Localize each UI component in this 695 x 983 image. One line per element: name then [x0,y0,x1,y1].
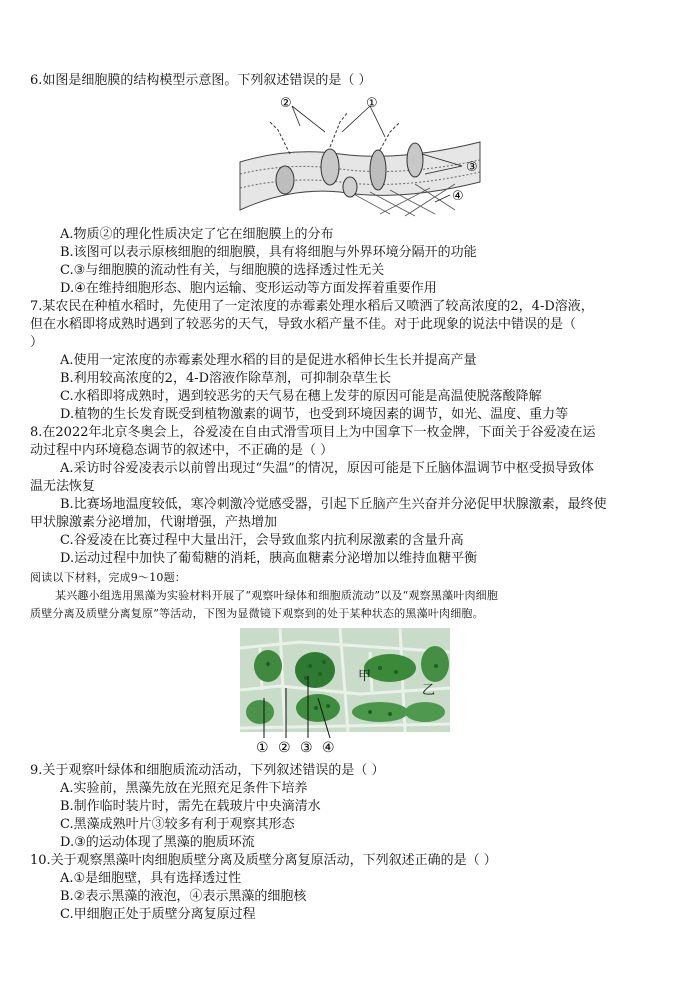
q8-stem-line2: 动过程中内环境稳态调节的叙述中，不正确的是（ ） [30,443,334,458]
q6-option-a: A.物质②的理化性质决定了它在细胞膜上的分布 [60,227,334,242]
q7-stem-line3: ） [30,335,44,350]
q8-option-b-line2: 甲状腺激素分泌增加，代谢增强，产热增加 [30,515,278,530]
q9-option-b: B.制作临时装片时，需先在载玻片中央滴清水 [60,799,321,814]
q9-stem: 9.关于观察叶绿体和细胞质流动活动，下列叙述错误的是（ ） [30,763,385,778]
q8-option-c: C.谷爱凌在比赛过程中大量出汗，会导致血浆内抗利尿激素的含量升高 [60,533,464,548]
q7-stem-line2: 但在水稻即将成熟时遇到了较恶劣的天气，导致水稻产量不佳。对于此现象的说法中错误的是（ [30,317,577,332]
q10-option-c: C.甲细胞正处于质壁分离复原过程 [60,907,256,922]
svg-text:④: ④ [452,189,464,204]
q7-option-d: D.植物的生长发育既受到植物激素的调节，也受到环境因素的调节，如光、温度、重力等 [60,407,569,422]
svg-text:③: ③ [300,740,313,756]
q9-option-a: A.实验前，黑藻先放在光照充足条件下培养 [60,781,308,796]
q6-option-c: C.③与细胞膜的流动性有关，与细胞膜的选择透过性无关 [60,263,385,278]
q8-option-a-line2: 温无法恢复 [30,479,96,494]
svg-text:①: ① [366,96,378,111]
reading-passage-line1: 某兴趣小组选用黑藻为实验材料开展了“观察叶绿体和细胞质流动”以及“观察黑藻叶肉细胞 [55,589,499,602]
q8-stem-line1: 8.在2022年北京冬奥会上，谷爱凌在自由式滑雪项目上为中国拿下一枚金牌，下面关于谷爱凌在运 [30,425,596,440]
svg-text:③: ③ [466,160,478,175]
svg-text:④: ④ [322,740,335,756]
q7-option-b: B.利用较高浓度的2，4-D溶液作除草剂，可抑制杂草生长 [60,371,392,386]
q10-option-a: A.①是细胞壁，具有选择透过性 [60,871,242,886]
q9-option-c: C.黑藻成熟叶片③较多有利于观察其形态 [60,817,295,832]
q8-option-d: D.运动过程中加快了葡萄糖的消耗，胰高血糖素分泌增加以维持血糖平衡 [60,551,478,566]
q10-stem: 10.关于观察黑藻叶肉细胞质壁分离及质壁分离复原活动，下列叙述正确的是（ ） [30,853,497,868]
q8-option-b-line1: B.比赛场地温度较低，寒冷刺激冷觉感受器，引起下丘脑产生兴奋并分泌促甲状腺激素，最终使 [60,497,607,512]
micrograph-figure [240,628,450,756]
q10-option-b: B.②表示黑藻的液泡，④表示黑藻的细胞核 [60,889,307,904]
q7-option-a: A.使用一定浓度的赤霉素处理水稻的目的是促进水稻伸长生长并提高产量 [60,353,477,368]
q6-option-d: D.④在维持细胞形态、胞内运输、变形运动等方面发挥着重要作用 [60,281,437,296]
q6-stem: 6.如图是细胞膜的结构模型示意图。下列叙述错误的是（ ） [30,73,372,88]
q6-option-b: B.该图可以表示原核细胞的细胞膜，具有将细胞与外界环境分隔开的功能 [60,245,477,260]
svg-text:①: ① [256,740,269,756]
q9-option-d: D.③的运动体现了黑藻的胞质环流 [60,835,255,850]
svg-text:②: ② [278,740,291,756]
svg-text:甲: 甲 [358,669,372,684]
q7-option-c: C.水稻即将成熟时，遇到较恶劣的天气易在穗上发芽的原因可能是高温使脱落酸降解 [60,389,542,404]
membrane-figure [230,92,490,222]
svg-text:乙: 乙 [422,683,436,698]
reading-title: 阅读以下材料，完成9～10题： [30,571,186,584]
q8-option-a-line1: A.采访时谷爱凌表示以前曾出现过“失温”的情况，原因可能是下丘脑体温调节中枢受损导致体 [60,461,594,476]
membrane-label-2: ② [280,96,292,111]
reading-passage-line2: 质壁分离及质壁分离复原”等活动，下图为显微镜下观察到的处于某种状态的黑藻叶肉细胞。 [30,607,484,620]
q7-stem-line1: 7.某农民在种植水稻时，先使用了一定浓度的赤霉素处理水稻后又喷洒了较高浓度的2，4-D溶液， [30,299,594,314]
